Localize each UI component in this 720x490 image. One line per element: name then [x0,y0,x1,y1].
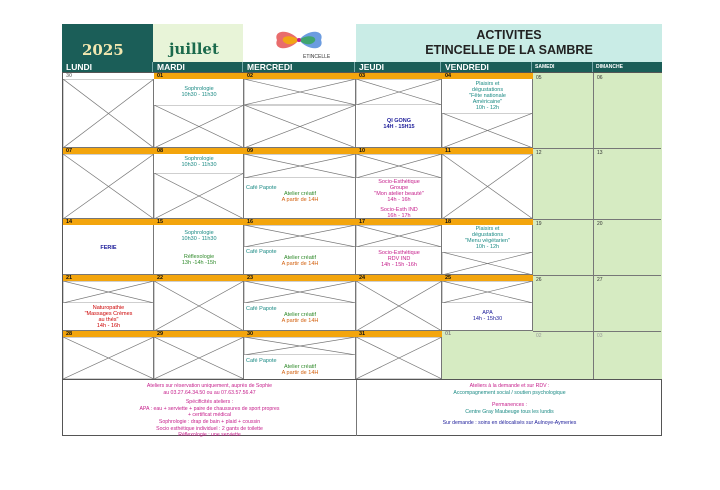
calendar-grid [62,72,662,380]
event-degustations: dégustations [471,232,504,238]
footer-reservation: Ateliers sur réservation uniquement, auprès de Sophie [146,383,273,389]
day-number: 13 [597,150,603,156]
cell-w1-thu [356,73,442,148]
day-number: 19 [536,221,542,227]
cell-w4-mon [63,275,154,331]
day-tuesday: MARDI [153,62,243,72]
cross-out [63,281,154,303]
cross-out [356,225,442,247]
event-cafe: Café Papote [246,358,277,364]
event-apartir: A partir de 14H [281,370,319,376]
cell-w5-wed [244,331,356,379]
cross-out [356,281,442,331]
day-number: 14 [63,219,154,225]
footer-permanences: Permanences : [492,402,527,409]
day-number: 23 [244,275,356,281]
title-line2: ETINCELLE DE LA SAMBRE [425,43,593,57]
day-number: 17 [356,219,442,225]
day-number: 16 [244,219,356,225]
day-number: 25 [442,275,533,281]
event-plaisirs-time: 10h - 12h [475,105,500,111]
year-box [62,24,153,62]
event-apa-time: 14h - 15h30 [472,316,503,322]
day-number: 09 [244,148,356,154]
month-box [153,24,243,62]
event-americaine: Américaine" [472,99,503,105]
cell-w2-sun [594,148,663,219]
day-number: 01 [154,73,244,79]
event-menu-time: 10h - 12h [475,244,500,250]
event-sophro: Sophrologie [184,230,214,236]
day-number: 02 [536,333,542,339]
event-socio-time: 14h - 16h [387,197,411,203]
cell-w2-mon [63,148,154,219]
event-socio-ind: Socio-Esth IND [380,207,418,213]
cell-w4-wed [244,275,356,331]
day-number: 11 [442,148,533,154]
event-socio-rdv: Socio-Esthétique [378,250,420,256]
cell-w3-sat [533,219,594,275]
footer-apa: APA : eau + serviette + paire de chaussures de sport propres [139,405,280,412]
event-naturo-time: 14h - 16h [96,323,121,329]
day-monday: LUNDI [62,62,153,72]
cross-out [244,105,356,148]
footer-delocalises: Sur demande : soins en délocalisés sur Aulnoye-Aymeries [442,420,577,427]
day-wednesday: MERCREDI [243,62,355,72]
day-number: 12 [536,150,542,156]
etincelle-logo [243,24,355,62]
day-sunday: DIMANCHE [596,64,623,70]
day-number: 18 [442,219,533,225]
cell-w1-wed [244,73,356,148]
cell-w2-thu [356,148,442,219]
day-number: 04 [442,73,533,79]
event-cafe: Café Papote [246,185,277,191]
cell-w3-wed [244,219,356,275]
cell-w3-mon [63,219,154,275]
logo-wordmark: ETINCELLE [303,54,331,60]
footer-right [357,380,662,436]
day-number: 03 [597,333,603,339]
cross-out [356,79,442,105]
cross-out [63,154,154,219]
day-number: 10 [356,148,442,154]
cross-out [154,337,244,379]
cell-w5-sun [594,331,663,379]
footer-socio: Socio esthétique individuel : 2 gants de toilette [156,425,263,432]
title-box [356,24,662,62]
title-line1: ACTIVITES [476,28,542,42]
footer-accompagnement: Accompagnement social / soutien psychologique [453,389,566,396]
event-qigong-time: 14H - 15H15 [383,124,415,130]
cell-w1-mon [63,73,154,148]
event-sophro-time: 10h30 - 11h30 [181,92,217,98]
cell-w2-fri [442,148,533,219]
cell-w3-tue [154,219,244,275]
day-number: 29 [154,331,244,337]
day-number: 30 [244,331,356,337]
cell-w2-tue [154,148,244,219]
day-number: 26 [536,277,542,283]
event-atelier: Atelier créatif [283,312,317,318]
month-label: juillet [169,40,219,58]
footer-reflexo: Réflexologie : une serviette [178,432,241,439]
cell-w5-thu [356,331,442,379]
day-number: 31 [356,331,442,337]
event-cafe: Café Papote [246,249,277,255]
day-number: 24 [356,275,442,281]
event-atelier: Atelier créatif [283,191,317,197]
day-number: 03 [356,73,442,79]
cross-out [244,225,356,247]
day-saturday: SAMEDI [532,62,593,72]
cross-out [154,173,244,219]
cell-w5-mon [63,331,154,379]
day-number: 07 [63,148,154,154]
event-reflexo-time: 13h -14h -15h [181,260,217,266]
footer-left [63,380,357,439]
day-number: 02 [244,73,356,79]
day-number: 05 [536,75,542,81]
day-number: 28 [63,331,154,337]
day-thursday: JEUDI [355,62,441,72]
cross-out [244,79,356,105]
event-apa: APA [482,310,493,316]
event-sophro: Sophrologie [184,156,214,162]
cell-w4-sun [594,275,663,331]
event-au-thes: au thés" [98,317,119,323]
day-number: 22 [154,275,244,281]
cell-w4-sat [533,275,594,331]
event-massages: "Massages Crèmes [84,311,133,317]
year-label: 2025 [82,41,124,59]
event-socio-ind-time: 16h - 17h [387,213,411,219]
day-number: 15 [154,219,244,225]
cross-out [244,281,356,303]
day-number: 06 [597,75,603,81]
cell-w4-tue [154,275,244,331]
event-sophro-time: 10h30 - 11h30 [181,162,217,168]
event-cafe: Café Papote [246,306,277,312]
event-naturo: Naturopathie [92,305,125,311]
cell-w5-fri [442,331,533,379]
cross-out [244,154,356,178]
cross-out [154,105,244,148]
cell-w1-fri [442,73,533,148]
cell-w1-sat [533,73,594,148]
event-rdv-ind: RDV IND [387,256,411,262]
cross-out [442,252,533,275]
event-sophro-time: 10h30 - 11h30 [181,236,217,242]
footer-demande: Ateliers à la demande et sur RDV : [469,383,550,389]
cell-w2-sat [533,148,594,219]
calendar-header [62,24,662,62]
footer-centre: Centre Gray Maubeuge tous les lundis [465,408,554,415]
calendar-footer [62,380,662,439]
cross-out [442,154,533,219]
cell-w2-wed [244,148,356,219]
calendar-sheet [62,24,662,439]
footer-phone: au 03.27.64.34.50 ou au 07.63.57.56.47 [163,389,256,396]
cell-w1-sun [594,73,663,148]
cell-w3-thu [356,219,442,275]
cell-w1-tue [154,73,244,148]
event-reflexo: Réflexologie [183,254,215,260]
event-atelier: Atelier créatif [283,364,317,370]
event-plaisirs: Plaisirs et [475,81,500,87]
event-plaisirs: Plaisirs et [475,226,500,232]
cross-out [442,113,533,148]
day-number: 21 [63,275,154,281]
cross-out [244,337,356,355]
cross-out [442,281,533,303]
cross-out [63,79,154,148]
cross-out [154,281,244,331]
event-ferie: FERIE [100,245,117,251]
cross-out [356,337,442,379]
cell-w3-fri [442,219,533,275]
day-number: 08 [154,148,244,154]
footer-certificat: + certificat médical [187,412,232,419]
event-groupe: Groupe [389,185,409,191]
event-qigong: QI GONG [386,118,412,124]
event-atelier: Atelier créatif [283,255,317,261]
cell-w5-sat [533,331,594,379]
cross-out [63,337,154,379]
cell-w4-fri [442,275,533,331]
event-mon-atelier: "Mon atelier beauté" [374,191,424,197]
day-friday: VENDREDI [441,62,532,72]
day-names-row [62,62,662,72]
cell-w5-tue [154,331,244,379]
cell-w3-sun [594,219,663,275]
event-apartir: A partir de 14H [281,318,319,324]
event-rdv-time: 14h - 15h -16h [381,262,417,268]
day-number: 01 [442,331,533,337]
event-apartir: A partir de 14H [281,261,319,267]
footer-specificites: Spécificités ateliers : [185,399,234,406]
cell-w4-thu [356,275,442,331]
cross-out [356,154,442,178]
day-number: 30 [63,73,154,79]
day-number: 27 [597,277,603,283]
event-menu: "Menu végétarien" [465,238,510,244]
event-fete: "Fête nationale [469,93,506,99]
event-degustations: dégustations [471,87,504,93]
event-apartir: A partir de 14H [281,197,319,203]
footer-sophro: Sophrologie : drap de bain + plaid + coussin [158,418,261,425]
day-number: 20 [597,221,603,227]
event-sophro: Sophrologie [184,86,214,92]
event-socio: Socio-Esthétique [378,179,420,185]
